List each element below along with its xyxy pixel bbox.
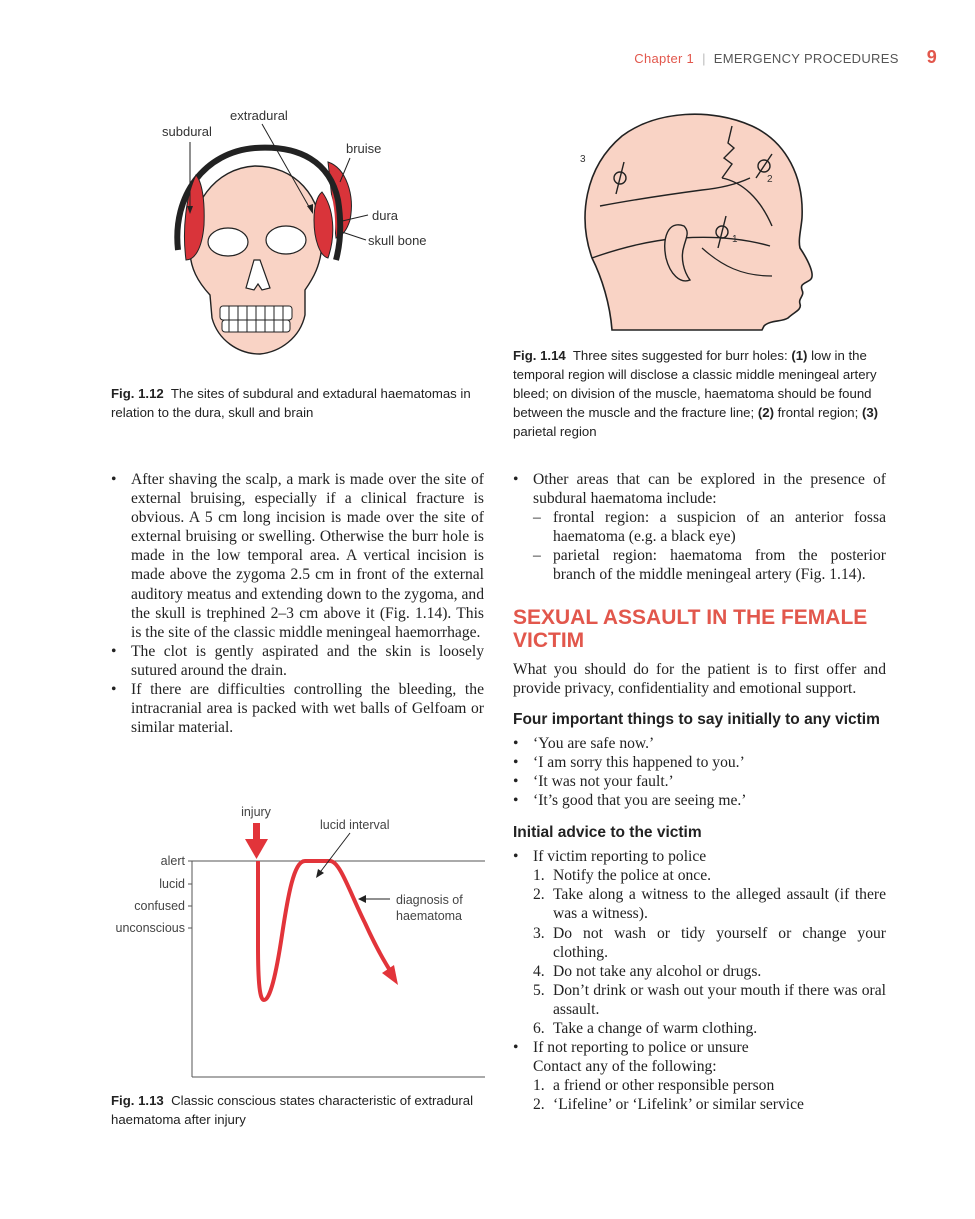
head-profile (585, 114, 812, 330)
left-bullet: • The clot is gently aspirated and the skin is loosely sutured around the drain. (111, 642, 484, 680)
injury-label: injury (241, 805, 271, 819)
fig14-caption-part-2: low in the temporal region will disclose a classic middle meningeal artery bleed; on division of the muscle, haematoma should be found between the muscle and the fracture line; (513, 348, 877, 420)
state-label-alert: alert (160, 854, 185, 868)
fig12-caption-text: The sites of subdural and extadural haematomas in relation to the dura, skull and brain (111, 386, 471, 420)
fig14-caption-part-0: Three sites suggested for burr holes: (572, 348, 792, 363)
header-separator: | (702, 51, 706, 66)
fig12-skull-illustration (150, 100, 450, 375)
label-bruise: bruise (346, 141, 382, 156)
contact-step: 1. a friend or other responsible person (533, 1077, 775, 1095)
phrase-item: • ‘It’s good that you are seeing me.’ (513, 791, 886, 810)
fig14-caption-part-4: frontal region; (773, 405, 862, 420)
y-ticks (188, 861, 192, 928)
police-step: 6. Take a change of warm clothing. (533, 1019, 758, 1037)
fig14-caption-part-1: (1) (791, 348, 808, 363)
police-steps-list (513, 866, 886, 1038)
diagnosis-label-line2: haematoma (396, 909, 463, 923)
site-label-1: 1 (732, 234, 738, 245)
running-header (634, 47, 937, 68)
police-bullet: • If victim reporting to police (513, 847, 886, 866)
injury-arrow-head (245, 839, 268, 859)
injury-arrow-shaft (253, 823, 260, 839)
police-step: 3. Do not wash or tidy yourself or change your clothing. (533, 924, 886, 961)
fig14-caption-label: Fig. 1.14 (513, 348, 566, 363)
site-label-2: 2 (767, 174, 773, 185)
fig13-caption-text: Classic conscious states characteristic of extradural haematoma after injury (111, 1093, 474, 1127)
left-eye-socket (208, 228, 248, 256)
right-intro-bullet: • Other areas that can be explored in the presence of subdural haematoma include: (513, 470, 886, 508)
region-dash-item: – parietal region: haematoma from the posterior branch of the middle meningeal artery (Fig. 1.14). (513, 546, 886, 584)
lucid-interval-label: lucid interval (320, 818, 390, 832)
fig12-caption-label: Fig. 1.12 (111, 386, 164, 401)
fig14-caption-part-6: parietal region (513, 424, 597, 439)
subheading-initial-advice: Initial advice to the victim (513, 824, 702, 842)
teeth (220, 306, 292, 332)
chapter-label: Chapter 1 (634, 51, 695, 66)
lucid-interval-pointer (318, 833, 350, 875)
section-heading: SEXUAL ASSAULT IN THE FEMALE VICTIM (513, 605, 868, 652)
left-column-text (111, 470, 484, 737)
phrase-item: • ‘You are safe now.’ (513, 734, 886, 753)
contact-line: Contact any of the following: (533, 1058, 717, 1076)
fig13-caption-label: Fig. 1.13 (111, 1093, 164, 1108)
section-intro: What you should do for the patient is to first offer and provide privacy, confidentiality and emotional support. (513, 660, 886, 697)
site-label-3: 3 (580, 154, 586, 165)
fig14-caption-part-3: (2) (757, 405, 774, 420)
contact-steps-list (513, 1076, 886, 1114)
state-label-confused: confused (134, 899, 185, 913)
left-bullet: • If there are difficulties controlling the bleeding, the intracranial area is packed with wet balls of Gelfoam or similar material. (111, 680, 484, 737)
police-step: 2. Take along a witness to the alleged assault (if there was a witness). (533, 886, 886, 923)
label-dura: dura (372, 208, 399, 223)
right-eye-socket (266, 226, 306, 254)
left-bullet: • After shaving the scalp, a mark is made over the site of external bruising, especially if a clinical fracture is obvious. A 5 cm long incision is made over the site of external bruising or swelling. Otherwise the burr hole is made in the low temporal area. A vertical incision is made above the zygoma 2.5 cm in front of the external auditory meatus and extending down to the zygoma, and the skull is trephined 2–3 cm above it (Fig. 1.14). This is the site of the classic middle meningeal haemorrhage. (111, 470, 484, 642)
consciousness-curve (258, 861, 393, 1000)
fig13-caption (111, 1091, 491, 1129)
fig14-caption (513, 346, 891, 441)
label-extradural: extradural (230, 108, 288, 123)
not-police-bullet: • If not reporting to police or unsure (513, 1038, 886, 1057)
state-label-unconscious: unconscious (115, 921, 185, 935)
label-skull-bone: skull bone (368, 233, 427, 248)
police-step: 5. Don’t drink or wash out your mouth if there was oral assault. (533, 981, 886, 1018)
fig12-caption (111, 384, 491, 422)
right-column-text (513, 470, 886, 1114)
phrase-item: • ‘I am sorry this happened to you.’ (513, 753, 886, 772)
diagnosis-label-line1: diagnosis of (396, 893, 463, 907)
subheading-things-to-say: Four important things to say initially to any victim (513, 710, 880, 728)
contact-step: 2. ‘Lifeline’ or ‘Lifelink’ or similar service (533, 1096, 804, 1114)
curve-arrow-head (382, 965, 398, 985)
phrase-item: • ‘It was not your fault.’ (513, 772, 886, 791)
fig14-caption-part-5: (3) (861, 405, 879, 420)
fig13-conscious-state-graph (100, 795, 500, 1085)
police-step: 4. Do not take any alcohol or drugs. (533, 962, 762, 980)
page-number: 9 (926, 47, 937, 67)
section-label: EMERGENCY PROCEDURES (713, 51, 899, 66)
region-dash-item: – frontal region: a suspicion of an anterior fossa haematoma (e.g. a black eye) (513, 508, 886, 546)
label-subdural: subdural (162, 124, 212, 139)
fig14-head-illustration (572, 108, 822, 333)
state-label-lucid: lucid (159, 877, 185, 891)
police-step: 1. Notify the police at once. (533, 867, 712, 885)
